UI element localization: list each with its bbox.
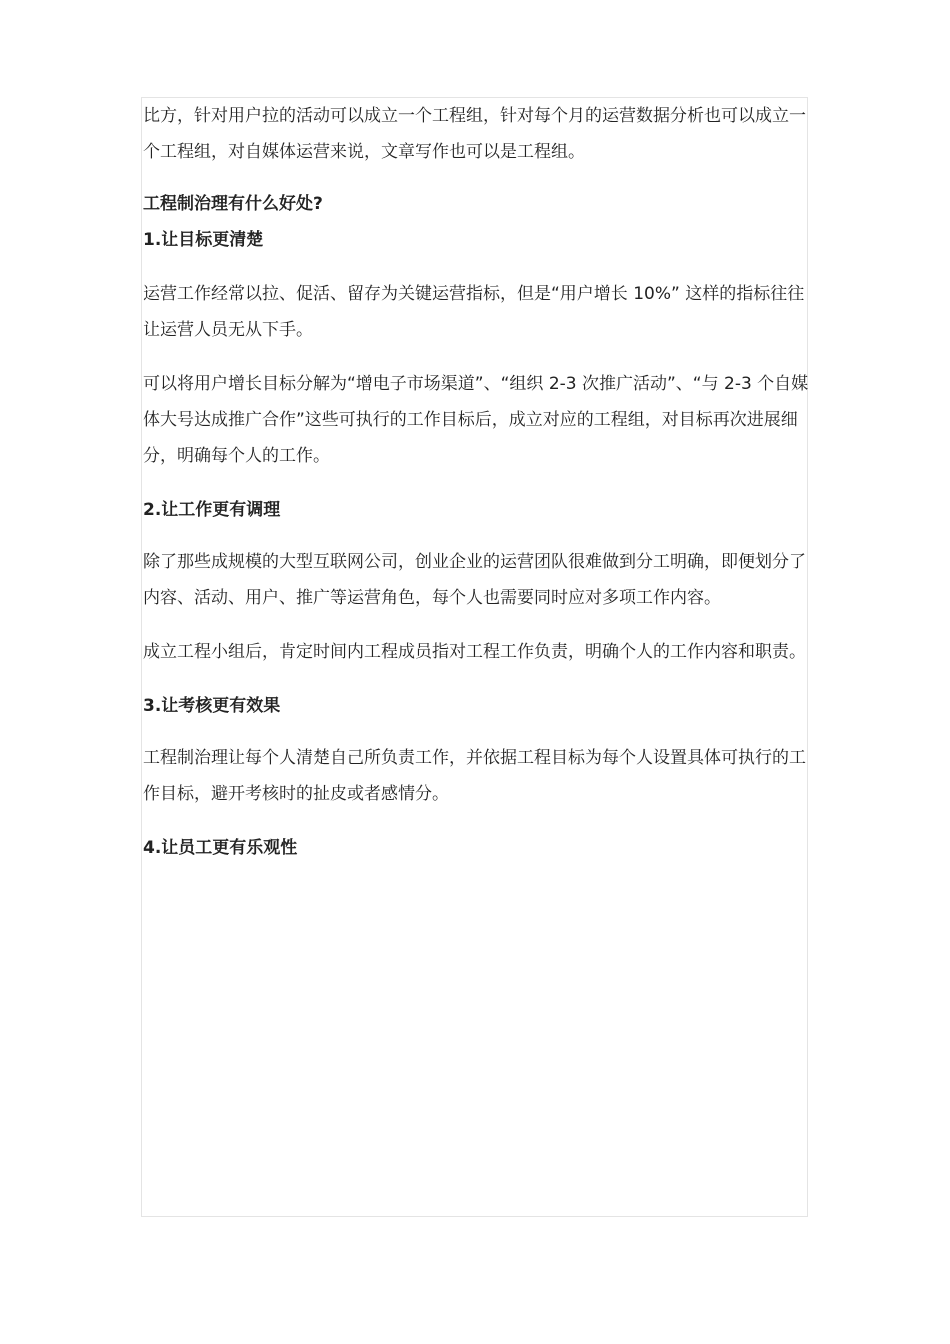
document-body [143, 98, 815, 866]
paragraph-responsibilities: 成立工程小组后，肯定时间内工程成员指对工程工作负责，明确个人的工作内容和职责。 [143, 642, 806, 662]
heading-employee-optimism: 4.让员工更有乐观性 [143, 838, 298, 858]
heading-organized-work: 2.让工作更有调理 [143, 500, 281, 520]
paragraph-assessment: 工程制治理让每个人清楚自己所负责工作，并依据工程目标为每个人设置具体可执行的工作目标，避开考核时的扯皮或者感情分。 [143, 748, 806, 804]
paragraph-team-roles: 除了那些成规模的大型互联网公司，创业企业的运营团队很难做到分工明确，即便划分了内容、活动、用户、推广等运营角色，每个人也需要同时应对多项工作内容。 [143, 552, 806, 608]
paragraph-metrics: 运营工作经常以拉、促活、留存为关键运营指标，但是“用户增长 10%” 这样的指标往往让运营人员无从下手。 [143, 284, 805, 340]
heading-clear-goals: 1.让目标更清楚 [143, 230, 264, 250]
heading-benefits: 工程制治理有什么好处? [143, 194, 323, 214]
paragraph-project-groups: 比方，针对用户拉的活动可以成立一个工程组，针对每个月的运营数据分析也可以成立一个工程组，对自媒体运营来说，文章写作也可以是工程组。 [143, 106, 806, 162]
paragraph-goal-breakdown: 可以将用户增长目标分解为“增电子市场渠道”、“组织 2-3 次推广活动”、“与 2-3 个自媒体大号达成推广合作”这些可执行的工作目标后，成立对应的工程组，对目标再次进展细分，明确每个人的工作。 [143, 374, 809, 466]
heading-assessment: 3.让考核更有效果 [143, 696, 281, 716]
